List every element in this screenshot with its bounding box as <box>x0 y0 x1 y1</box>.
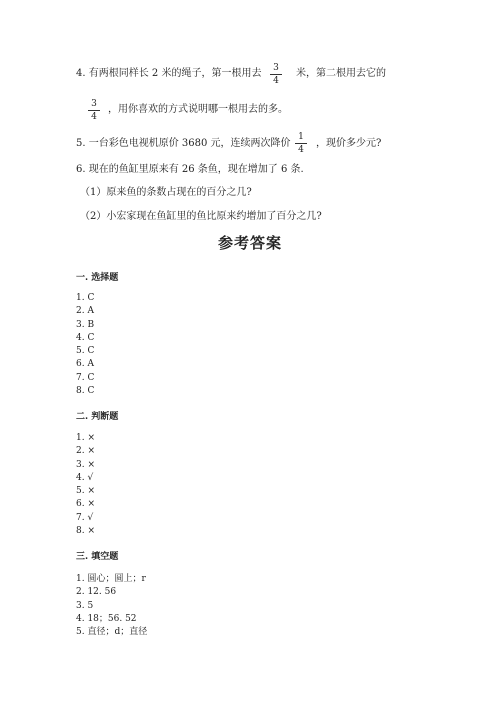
answer-item: 2. A <box>76 306 94 317</box>
answer-item: 3. B <box>76 319 95 330</box>
answer-item: 8. × <box>76 526 95 537</box>
q5-fraction <box>295 132 307 155</box>
q4-fraction-2 <box>88 99 100 122</box>
q5-text-part1: 5. 一台彩色电视机原价 3680 元，连续两次降价 <box>76 138 291 149</box>
answer-item: 2. × <box>76 446 95 457</box>
answer-item: 4. √ <box>76 472 94 483</box>
q6-subquestion-1: （1）原来鱼的条数占现在的百分之几? <box>80 187 252 198</box>
answer-item: 1. 圆心；圆上；r <box>76 574 146 584</box>
answer-item: 8. C <box>76 386 95 397</box>
answer-item: 5. C <box>76 346 95 357</box>
section-heading-fill: 三. 填空题 <box>76 552 119 562</box>
q4-fraction-1-numerator: 3 <box>273 63 279 73</box>
answer-item: 4. 18；56. 52 <box>76 613 137 624</box>
fraction-bar <box>295 143 307 144</box>
answer-item: 2. 12. 56 <box>76 587 117 598</box>
answer-item: 5. 直径；d；直径 <box>76 627 148 638</box>
fraction-bar <box>88 110 100 111</box>
answer-item: 1. × <box>76 433 95 443</box>
q6-text: 6. 现在的鱼缸里原来有 26 条鱼，现在增加了 6 条. <box>76 164 304 175</box>
q4-fraction-2-numerator: 3 <box>91 99 97 109</box>
q4-fraction-1 <box>270 63 282 86</box>
q4-text-part2: 米，第二根用去它的 <box>296 68 386 79</box>
q4-text-part1: 4. 有两根同样长 2 米的绳子，第一根用去 <box>76 68 262 79</box>
fraction-bar <box>270 74 282 75</box>
answer-list-fill <box>76 573 147 639</box>
answer-item: 5. × <box>76 486 95 497</box>
q6-subquestion-2: （2）小宏家现在鱼缸里的鱼比原来约增加了百分之几? <box>80 211 322 222</box>
answer-item: 6. A <box>76 359 94 370</box>
q5-text-part2: ，现价多少元? <box>316 138 382 149</box>
answer-item: 6. × <box>76 499 95 510</box>
q4-fraction-2-denominator: 4 <box>91 112 97 122</box>
answer-item: 7. √ <box>76 512 94 523</box>
q5-fraction-numerator: 1 <box>298 132 304 142</box>
q4-text-line2: ，用你喜欢的方式说明哪一根用去的多。 <box>108 104 288 115</box>
answer-item: 7. C <box>76 372 95 383</box>
answer-item: 4. C <box>76 332 95 343</box>
q5-fraction-denominator: 4 <box>298 145 304 155</box>
answer-list-judge <box>76 432 95 538</box>
answer-item: 3. × <box>76 459 95 470</box>
answers-title: 参考答案 <box>217 234 282 252</box>
answer-item: 1. C <box>76 293 95 303</box>
section-heading-judge: 二. 判断题 <box>76 412 119 422</box>
answer-list-choice <box>76 292 94 398</box>
section-heading-choice: 一. 选择题 <box>76 273 119 283</box>
q4-fraction-1-denominator: 4 <box>273 76 279 86</box>
answer-item: 3. 5 <box>76 600 94 611</box>
